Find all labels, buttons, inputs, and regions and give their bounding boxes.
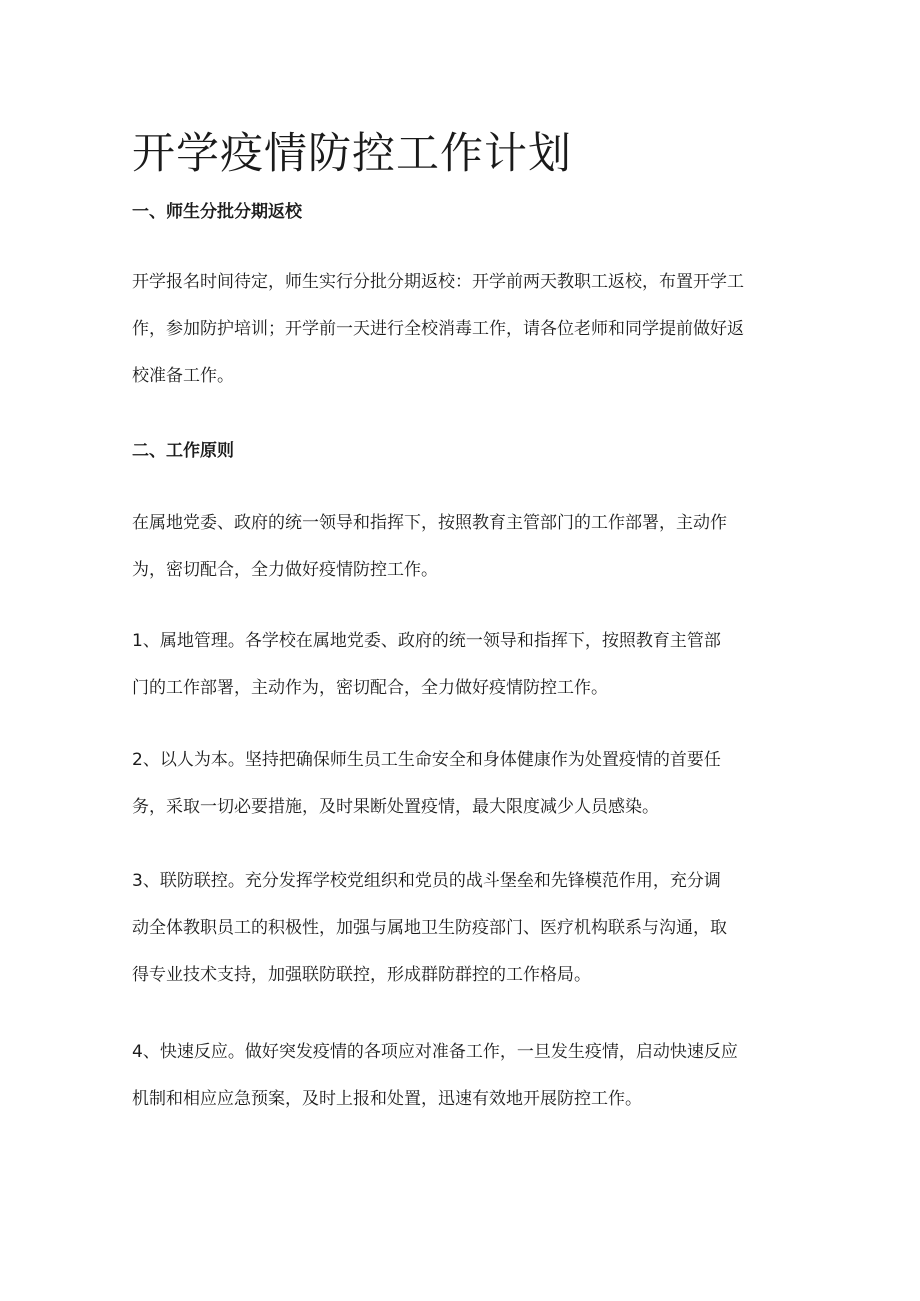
paragraph-line: 为，密切配合，全力做好疫情防控工作。 xyxy=(132,560,438,580)
principle-item-2 xyxy=(132,737,792,831)
paragraph-line: 作，参加防护培训；开学前一天进行全校消毒工作，请各位老师和同学提前做好返 xyxy=(132,319,744,339)
paragraph-line: 机制和相应应急预案，及时上报和处置，迅速有效地开展防控工作。 xyxy=(132,1089,642,1109)
paragraph-line: 4、快速反应。做好突发疫情的各项应对准备工作，一旦发生疫情，启动快速反应 xyxy=(132,1042,738,1062)
paragraph-line: 动全体教职员工的积极性，加强与属地卫生防疫部门、医疗机构联系与沟通，取 xyxy=(132,918,727,938)
paragraph-line: 在属地党委、政府的统一领导和指挥下，按照教育主管部门的工作部署，主动作 xyxy=(132,513,727,533)
paragraph-line: 门的工作部署，主动作为，密切配合，全力做好疫情防控工作。 xyxy=(132,678,608,698)
section-heading-2: 二、工作原则 xyxy=(132,441,234,461)
paragraph-line: 开学报名时间待定，师生实行分批分期返校：开学前两天教职工返校，布置开学工 xyxy=(132,272,744,292)
paragraph-line: 得专业技术支持，加强联防联控，形成群防群控的工作格局。 xyxy=(132,965,591,985)
section-2-intro xyxy=(132,500,792,594)
paragraph-line: 务，采取一切必要措施，及时果断处置疫情，最大限度减少人员感染。 xyxy=(132,797,659,817)
section-1-paragraph xyxy=(132,259,792,400)
principle-item-3 xyxy=(132,858,792,999)
principle-item-4 xyxy=(132,1029,792,1123)
paragraph-line: 校准备工作。 xyxy=(132,366,234,386)
principle-item-1 xyxy=(132,618,792,712)
paragraph-line: 3、联防联控。充分发挥学校党组织和党员的战斗堡垒和先锋模范作用，充分调 xyxy=(132,871,721,891)
paragraph-line: 1、属地管理。各学校在属地党委、政府的统一领导和指挥下，按照教育主管部 xyxy=(132,631,721,651)
paragraph-line: 2、以人为本。坚持把确保师生员工生命安全和身体健康作为处置疫情的首要任 xyxy=(132,750,721,770)
section-heading-1: 一、师生分批分期返校 xyxy=(132,202,302,222)
page-title: 开学疫情防控工作计划 xyxy=(132,129,572,179)
